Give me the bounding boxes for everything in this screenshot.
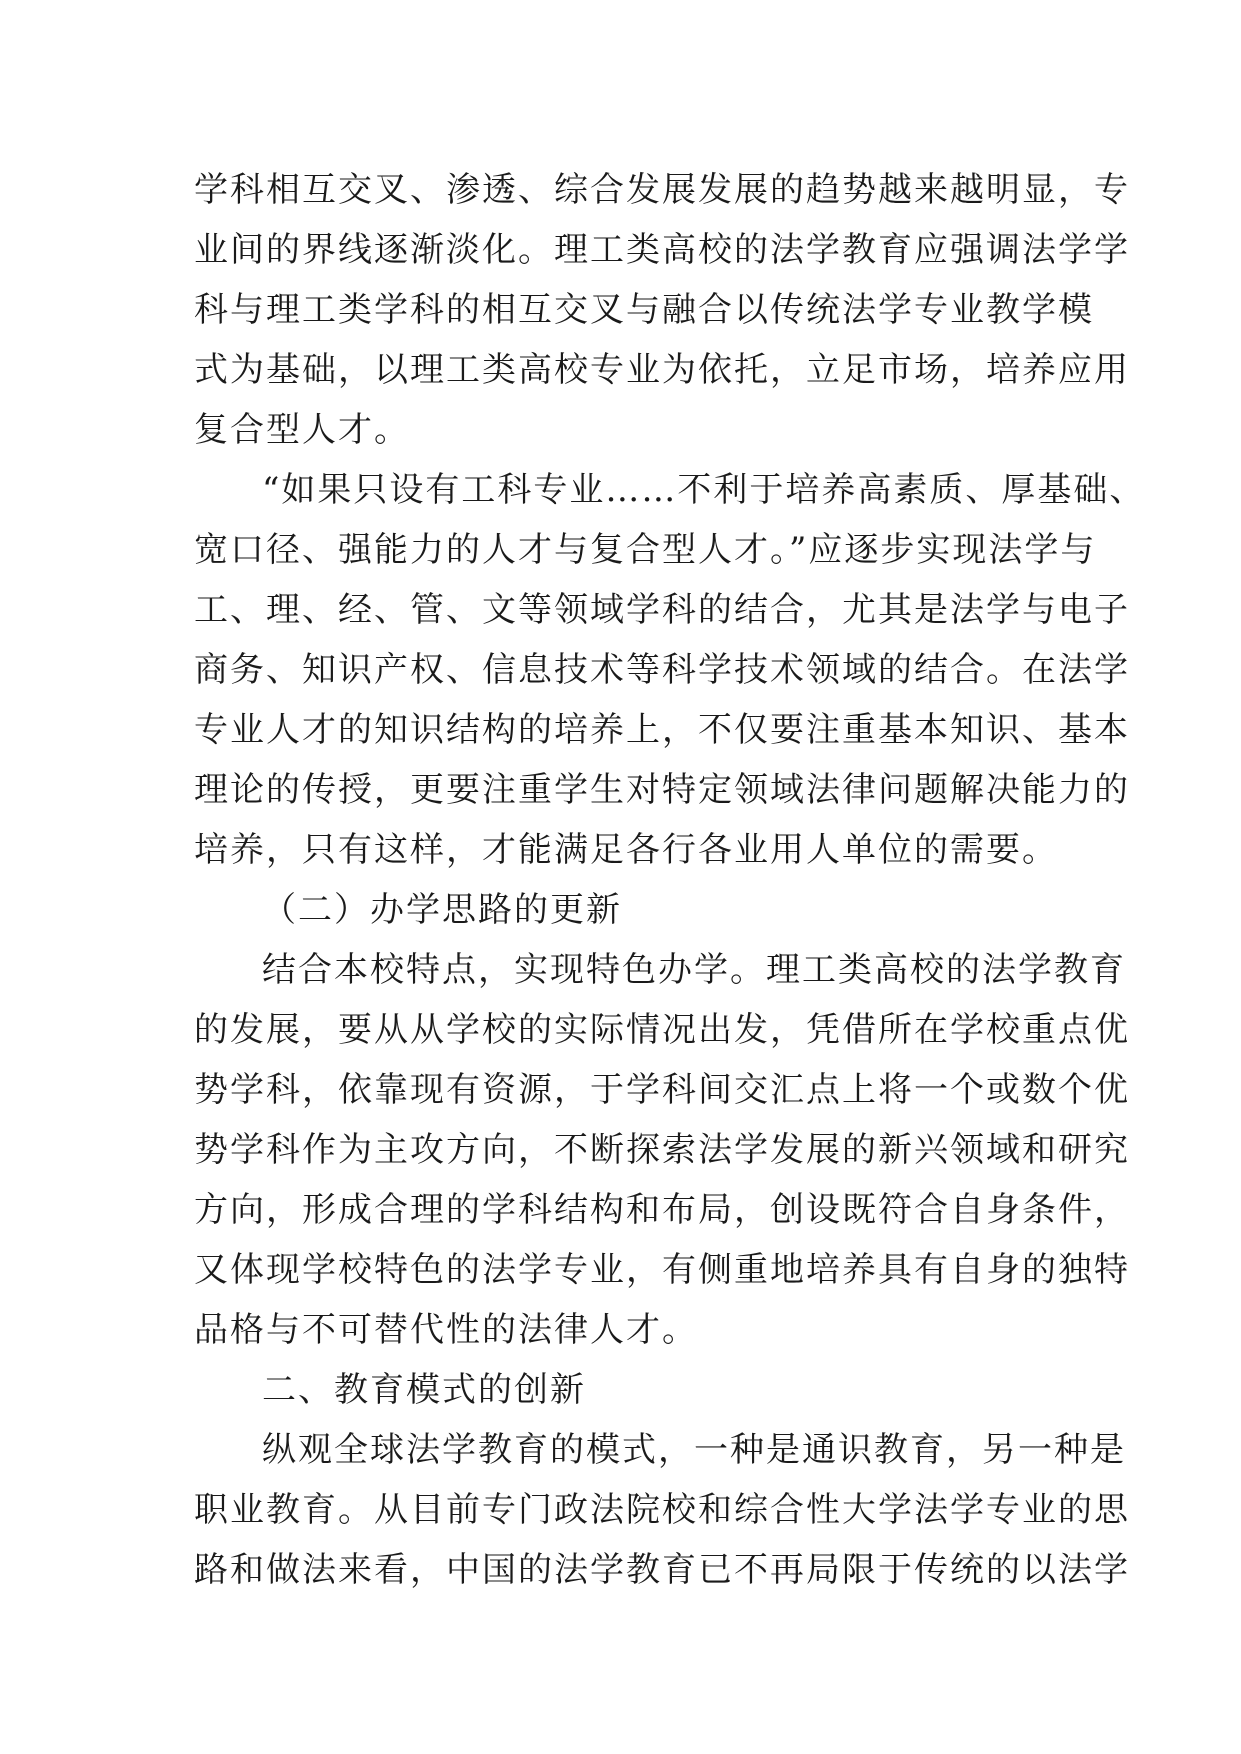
text-line: 工、理、经、管、文等领域学科的结合，尤其是法学与电子 [194, 590, 1130, 630]
text-line: 理论的传授，更要注重学生对特定领域法律问题解决能力的 [194, 770, 1130, 810]
text-line: 复合型人才。 [194, 410, 410, 450]
section-heading: （二）办学思路的更新 [262, 890, 622, 930]
text-line: 路和做法来看，中国的法学教育已不再局限于传统的以法学 [194, 1550, 1130, 1590]
text-line: 宽口径、强能力的人才与复合型人才。”应逐步实现法学与 [194, 530, 1097, 570]
text-line: “如果只设有工科专业……不利于培养高素质、厚基础、 [262, 470, 1146, 510]
text-line: 业间的界线逐渐淡化。理工类高校的法学教育应强调法学学 [194, 230, 1130, 270]
text-line: 品格与不可替代性的法律人才。 [194, 1310, 698, 1350]
text-line: 势学科作为主攻方向，不断探索法学发展的新兴领域和研究 [194, 1130, 1130, 1170]
section-heading: 二、教育模式的创新 [262, 1370, 586, 1410]
text-line: 商务、知识产权、信息技术等科学技术领域的结合。在法学 [194, 650, 1130, 690]
text-line: 培养，只有这样，才能满足各行各业用人单位的需要。 [194, 830, 1058, 870]
text-line: 势学科，依靠现有资源，于学科间交汇点上将一个或数个优 [194, 1070, 1130, 1110]
body-text [194, 160, 1146, 1600]
text-line: 纵观全球法学教育的模式，一种是通识教育，另一种是 [262, 1430, 1126, 1470]
text-line: 科与理工类学科的相互交叉与融合以传统法学专业教学模 [194, 290, 1094, 330]
text-line: 式为基础，以理工类高校专业为依托，立足市场，培养应用 [194, 350, 1130, 390]
text-line: 的发展，要从从学校的实际情况出发，凭借所在学校重点优 [194, 1010, 1130, 1050]
text-line: 结合本校特点，实现特色办学。理工类高校的法学教育 [262, 950, 1126, 990]
text-line: 学科相互交叉、渗透、综合发展发展的趋势越来越明显，专 [194, 170, 1130, 210]
text-line: 专业人才的知识结构的培养上，不仅要注重基本知识、基本 [194, 710, 1130, 750]
text-line: 方向，形成合理的学科结构和布局，创设既符合自身条件， [194, 1190, 1130, 1230]
text-line: 职业教育。从目前专门政法院校和综合性大学法学专业的思 [194, 1490, 1130, 1530]
text-line: 又体现学校特色的法学专业，有侧重地培养具有自身的独特 [194, 1250, 1130, 1290]
